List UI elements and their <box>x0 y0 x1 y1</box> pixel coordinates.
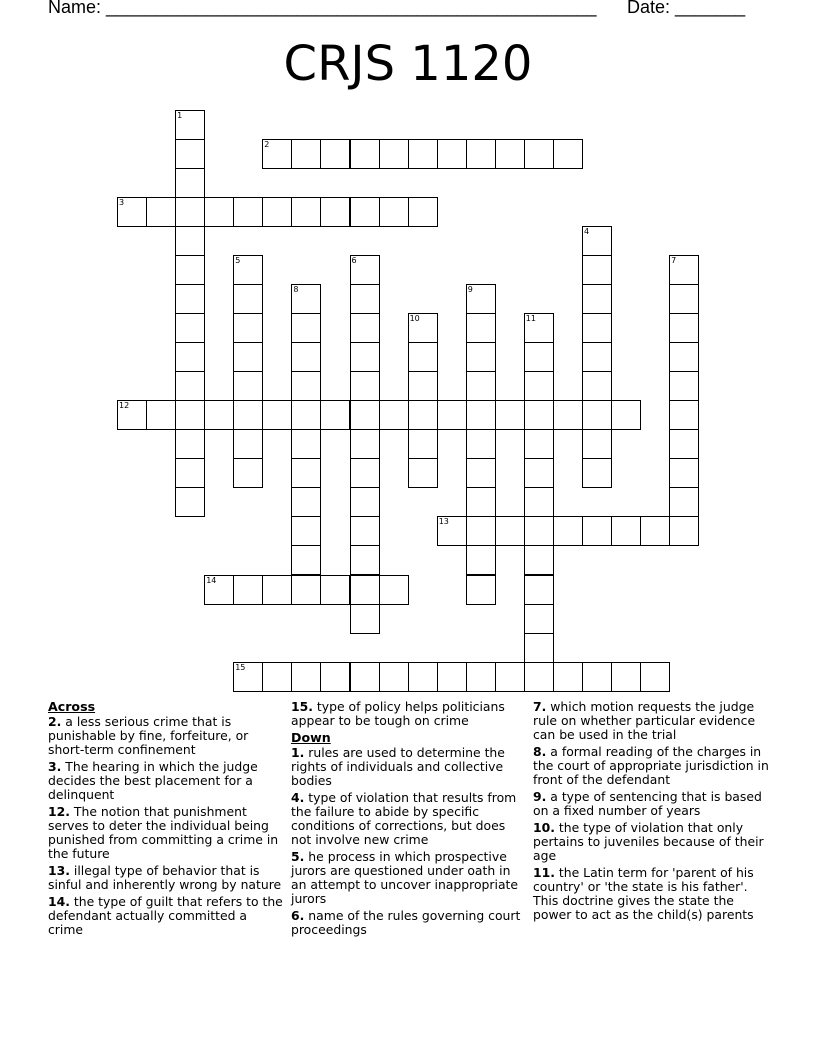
grid-cell[interactable] <box>233 284 263 314</box>
grid-cell[interactable] <box>408 429 438 459</box>
grid-cell[interactable] <box>175 487 205 517</box>
grid-cell[interactable] <box>204 575 234 605</box>
across-clue-14: 14. the type of guilt that refers to the defendant actually committed a crime <box>48 894 283 937</box>
grid-cell[interactable] <box>495 516 525 546</box>
grid-cell[interactable] <box>669 371 699 401</box>
down-clue-1: 1. rules are used to determine the rights of individuals and collective bodies <box>291 745 505 788</box>
grid-cell[interactable] <box>408 313 438 343</box>
grid-cell[interactable] <box>291 342 321 372</box>
grid-cell[interactable] <box>350 139 380 169</box>
grid-cell[interactable] <box>524 371 554 401</box>
grid-cell[interactable] <box>466 487 496 517</box>
grid-cell[interactable] <box>175 197 205 227</box>
grid-cell[interactable] <box>379 575 409 605</box>
grid-cell[interactable] <box>466 313 496 343</box>
grid-cell[interactable] <box>262 197 292 227</box>
grid-cell[interactable] <box>175 139 205 169</box>
grid-cell[interactable] <box>437 516 467 546</box>
cell-number: 8 <box>293 284 299 294</box>
grid-cell[interactable] <box>524 662 554 692</box>
grid-cell[interactable] <box>291 429 321 459</box>
grid-cell[interactable] <box>175 284 205 314</box>
grid-cell[interactable] <box>291 197 321 227</box>
cell-number: 7 <box>671 255 677 265</box>
cell-number: 14 <box>206 575 217 585</box>
grid-cell[interactable] <box>466 545 496 575</box>
across-clue-15: 15. type of policy helps politicians appear to be tough on crime <box>291 699 505 728</box>
down-clue-4: 4. type of violation that results from the failure to abide by specific conditions of corrections, but does not involve new crime <box>291 790 517 847</box>
cell-number: 13 <box>438 517 449 527</box>
grid-cell[interactable] <box>611 400 641 430</box>
down-heading: Down <box>291 730 331 745</box>
grid-cell[interactable] <box>466 662 496 692</box>
grid-cell[interactable] <box>611 516 641 546</box>
cell-number: 3 <box>119 197 125 207</box>
down-clue-8: 8. a formal reading of the charges in the court of appropriate jurisdiction in front of the defendant <box>533 744 769 787</box>
grid-cell[interactable] <box>466 458 496 488</box>
grid-cell[interactable] <box>524 633 554 663</box>
grid-cell[interactable] <box>175 110 205 140</box>
grid-cell[interactable] <box>524 458 554 488</box>
grid-cell[interactable] <box>233 429 263 459</box>
grid-cell[interactable] <box>524 575 554 605</box>
grid-cell[interactable] <box>350 400 380 430</box>
grid-cell[interactable] <box>640 662 670 692</box>
grid-cell[interactable] <box>408 662 438 692</box>
grid-cell[interactable] <box>582 371 612 401</box>
grid-cell[interactable] <box>524 139 554 169</box>
grid-cell[interactable] <box>233 458 263 488</box>
grid-cell[interactable] <box>582 458 612 488</box>
grid-cell[interactable] <box>350 662 380 692</box>
down-clue-11: 11. the Latin term for 'parent of his country' or 'the state is his father'. This doctrine gives the state the power to act as the child(s) parents <box>533 865 754 922</box>
across-clue-12: 12. The notion that punishment serves to deter the individual being punished from committing a crime in the future <box>48 804 279 861</box>
grid-cell[interactable] <box>582 400 612 430</box>
grid-cell[interactable] <box>350 429 380 459</box>
grid-cell[interactable] <box>291 516 321 546</box>
grid-cell[interactable] <box>291 575 321 605</box>
grid-cell[interactable] <box>233 400 263 430</box>
grid-cell[interactable] <box>350 487 380 517</box>
grid-cell[interactable] <box>350 458 380 488</box>
grid-cell[interactable] <box>553 516 583 546</box>
grid-cell[interactable] <box>669 284 699 314</box>
cell-number: 6 <box>351 255 357 265</box>
grid-cell[interactable] <box>262 400 292 430</box>
grid-cell[interactable] <box>408 400 438 430</box>
grid-cell[interactable] <box>524 487 554 517</box>
grid-cell[interactable] <box>466 284 496 314</box>
grid-cell[interactable] <box>553 662 583 692</box>
grid-cell[interactable] <box>320 197 350 227</box>
across-heading: Across <box>48 699 96 714</box>
grid-cell[interactable] <box>350 313 380 343</box>
grid-cell[interactable] <box>669 313 699 343</box>
grid-cell[interactable] <box>669 400 699 430</box>
grid-cell[interactable] <box>553 400 583 430</box>
grid-cell[interactable] <box>495 400 525 430</box>
grid-cell[interactable] <box>466 139 496 169</box>
grid-cell[interactable] <box>669 487 699 517</box>
grid-cell[interactable] <box>175 458 205 488</box>
grid-cell[interactable] <box>582 342 612 372</box>
grid-cell[interactable] <box>291 284 321 314</box>
grid-cell[interactable] <box>350 575 380 605</box>
grid-cell[interactable] <box>291 487 321 517</box>
cell-number: 12 <box>119 401 130 411</box>
grid-cell[interactable] <box>350 516 380 546</box>
grid-cell[interactable] <box>379 400 409 430</box>
grid-cell[interactable] <box>350 255 380 285</box>
clues-column-2 <box>291 700 527 940</box>
down-clue-10: 10. the type of violation that only pertains to juveniles because of their age <box>533 820 764 863</box>
cell-number: 2 <box>264 139 270 149</box>
grid-cell[interactable] <box>582 284 612 314</box>
grid-cell[interactable] <box>495 139 525 169</box>
grid-cell[interactable] <box>262 662 292 692</box>
grid-cell[interactable] <box>350 545 380 575</box>
grid-cell[interactable] <box>204 197 234 227</box>
grid-cell[interactable] <box>582 255 612 285</box>
down-clue-7: 7. which motion requests the judge rule on whether particular evidence can be used in the trial <box>533 699 756 742</box>
across-clue-2: 2. a less serious crime that is punishable by fine, forfeiture, or short-term confinement <box>48 714 249 757</box>
grid-cell[interactable] <box>291 662 321 692</box>
grid-cell[interactable] <box>379 662 409 692</box>
grid-cell[interactable] <box>408 458 438 488</box>
grid-cell[interactable] <box>175 168 205 198</box>
puzzle-title: CRJS 1120 <box>283 36 533 92</box>
grid-cell[interactable] <box>233 371 263 401</box>
grid-cell[interactable] <box>669 342 699 372</box>
grid-cell[interactable] <box>669 255 699 285</box>
grid-cell[interactable] <box>204 400 234 430</box>
date-label: Date: <box>627 0 676 17</box>
cell-number: 4 <box>584 226 590 236</box>
grid-cell[interactable] <box>408 197 438 227</box>
grid-cell[interactable] <box>524 313 554 343</box>
grid-cell[interactable] <box>466 342 496 372</box>
grid-cell[interactable] <box>553 139 583 169</box>
grid-cell[interactable] <box>466 371 496 401</box>
grid-cell[interactable] <box>320 575 350 605</box>
grid-cell[interactable] <box>175 342 205 372</box>
cell-number: 15 <box>235 662 246 672</box>
grid-cell[interactable] <box>669 429 699 459</box>
grid-cell[interactable] <box>291 139 321 169</box>
grid-cell[interactable] <box>350 197 380 227</box>
across-clue-3: 3. The hearing in which the judge decides the best placement for a delinquent <box>48 759 258 802</box>
grid-cell[interactable] <box>466 516 496 546</box>
grid-cell[interactable] <box>466 429 496 459</box>
grid-cell[interactable] <box>291 458 321 488</box>
clues-column-3 <box>533 700 773 925</box>
grid-cell[interactable] <box>524 604 554 634</box>
across-clue-13: 13. illegal type of behavior that is sinful and inherently wrong by nature <box>48 863 282 892</box>
grid-cell[interactable] <box>291 400 321 430</box>
grid-cell[interactable] <box>524 516 554 546</box>
grid-cell[interactable] <box>437 400 467 430</box>
grid-cell[interactable] <box>291 545 321 575</box>
down-clue-5: 5. he process in which prospective jurors are questioned under oath in an attempt to uncover inappropriate jurors <box>291 849 519 906</box>
grid-cell[interactable] <box>117 400 147 430</box>
grid-cell[interactable] <box>582 516 612 546</box>
grid-cell[interactable] <box>466 400 496 430</box>
grid-cell[interactable] <box>175 400 205 430</box>
grid-cell[interactable] <box>495 662 525 692</box>
down-clue-6: 6. name of the rules governing court proceedings <box>291 908 521 937</box>
grid-cell[interactable] <box>175 429 205 459</box>
grid-cell[interactable] <box>611 662 641 692</box>
grid-cell[interactable] <box>233 575 263 605</box>
down-clue-9: 9. a type of sentencing that is based on a fixed number of years <box>533 789 762 818</box>
cell-number: 9 <box>467 284 473 294</box>
grid-cell[interactable] <box>233 255 263 285</box>
grid-cell[interactable] <box>146 197 176 227</box>
grid-cell[interactable] <box>379 139 409 169</box>
grid-cell[interactable] <box>350 284 380 314</box>
grid-cell[interactable] <box>233 342 263 372</box>
grid-cell[interactable] <box>233 662 263 692</box>
grid-cell[interactable] <box>408 139 438 169</box>
grid-cell[interactable] <box>233 197 263 227</box>
grid-cell[interactable] <box>291 313 321 343</box>
grid-cell[interactable] <box>437 662 467 692</box>
grid-cell[interactable] <box>146 400 176 430</box>
grid-cell[interactable] <box>524 545 554 575</box>
grid-cell[interactable] <box>175 226 205 256</box>
grid-cell[interactable] <box>437 139 467 169</box>
clues-column-1 <box>48 700 284 940</box>
cell-number: 1 <box>177 110 183 120</box>
name-label: Name: <box>48 0 107 17</box>
grid-cell[interactable] <box>379 197 409 227</box>
name-line: _________________________________________________ <box>106 0 597 17</box>
grid-cell[interactable] <box>350 371 380 401</box>
grid-cell[interactable] <box>582 226 612 256</box>
grid-cell[interactable] <box>582 662 612 692</box>
grid-cell[interactable] <box>262 575 292 605</box>
grid-cell[interactable] <box>233 313 263 343</box>
grid-cell[interactable] <box>669 458 699 488</box>
grid-cell[interactable] <box>291 371 321 401</box>
grid-cell[interactable] <box>117 197 147 227</box>
grid-cell[interactable] <box>640 516 670 546</box>
grid-cell[interactable] <box>175 255 205 285</box>
grid-cell[interactable] <box>175 313 205 343</box>
grid-cell[interactable] <box>175 371 205 401</box>
cell-number: 11 <box>525 313 536 323</box>
grid-cell[interactable] <box>408 342 438 372</box>
grid-cell[interactable] <box>582 313 612 343</box>
grid-cell[interactable] <box>466 575 496 605</box>
grid-cell[interactable] <box>669 516 699 546</box>
cell-number: 10 <box>409 313 420 323</box>
grid-cell[interactable] <box>350 342 380 372</box>
cell-number: 5 <box>235 255 241 265</box>
grid-cell[interactable] <box>524 342 554 372</box>
grid-cell[interactable] <box>408 371 438 401</box>
grid-cell[interactable] <box>320 139 350 169</box>
grid-cell[interactable] <box>350 604 380 634</box>
grid-cell[interactable] <box>320 400 350 430</box>
grid-cell[interactable] <box>262 139 292 169</box>
grid-cell[interactable] <box>524 429 554 459</box>
grid-cell[interactable] <box>320 662 350 692</box>
date-line: _______ <box>675 0 746 17</box>
grid-cell[interactable] <box>524 400 554 430</box>
grid-cell[interactable] <box>582 429 612 459</box>
